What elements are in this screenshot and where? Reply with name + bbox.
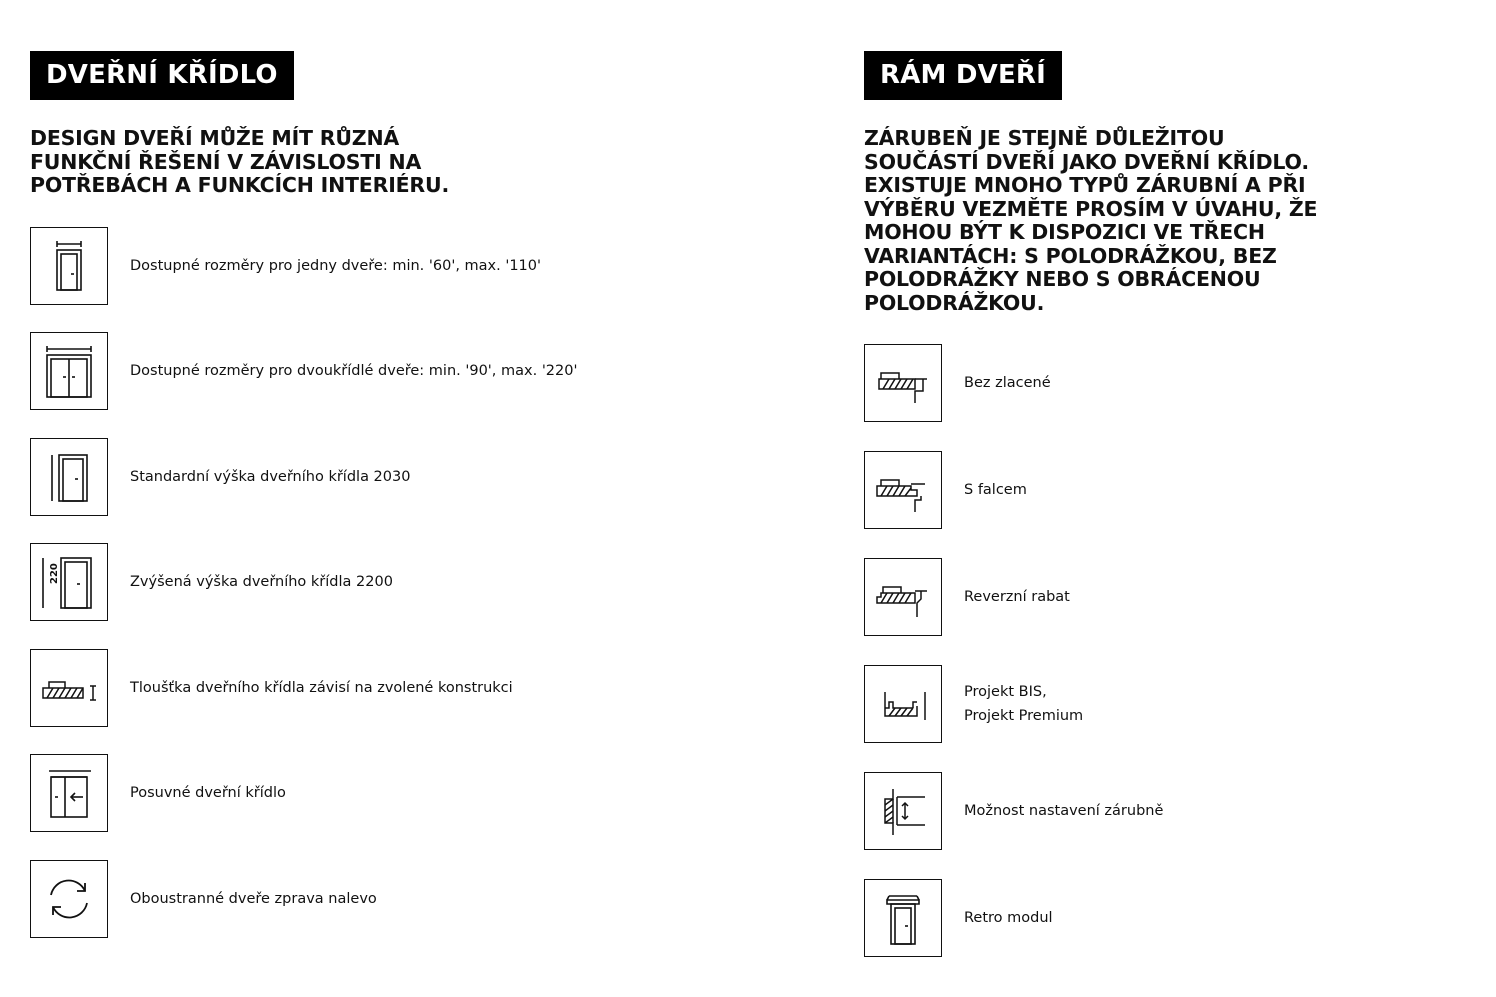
single-door-width-icon [30,227,108,305]
feature-label: Standardní výška dveřního křídla 2030 [130,468,411,485]
feature-label: Dostupné rozměry pro dvoukřídlé dveře: min. '90', max. '220' [130,363,578,380]
list-item [30,227,730,305]
feature-label: Reverzní rabat [964,589,1070,605]
feature-label-line-1: Projekt BIS, [964,684,1047,700]
feature-label: Dostupné rozměry pro jedny dveře: min. '60', max. '110' [130,257,541,274]
door-leaf-feature-list [30,227,730,939]
feature-label: Oboustranné dveře zprava nalevo [130,891,377,908]
reversible-door-icon [30,860,108,938]
frame-reverse-rebate-icon [864,558,942,636]
feature-label: S falcem [964,482,1027,498]
door-thickness-icon [30,649,108,727]
list-item [864,558,1464,636]
door-leaf-section [30,51,730,966]
list-item [30,438,730,516]
list-item [30,754,730,832]
frame-rebate-icon [864,451,942,529]
double-door-width-icon [30,332,108,410]
list-item [30,649,730,727]
feature-label: Možnost nastavení zárubně [964,803,1164,819]
list-item [864,344,1464,422]
sliding-door-icon [30,754,108,832]
frame-no-rebate-icon [864,344,942,422]
frame-project-icon [864,665,942,743]
door-frame-section [864,51,1464,986]
icon-height-text: 220 [49,563,60,585]
door-frame-title: RÁM DVEŘÍ [864,51,1062,100]
door-leaf-title: DVEŘNÍ KŘÍDLO [30,51,294,100]
list-item [864,665,1464,743]
door-frame-feature-list [864,344,1464,957]
frame-adjustable-icon [864,772,942,850]
feature-label [964,680,1083,728]
feature-label-line-2: Projekt Premium [964,708,1084,724]
list-item [864,772,1464,850]
feature-label: Tloušťka dveřního křídla závisí na zvolené konstrukci [130,679,513,696]
door-frame-intro: ZÁRUBEŇ JE STEJNĚ DŮLEŽITOU SOUČÁSTÍ DVEŘÍ JAKO DVEŘNÍ KŘÍDLO. EXISTUJE MNOHO TYPŮ ZÁRUBNÍ A PŘI VÝBĚRU VEZMĚTE PROSÍM V ÚVAHU, ŽE MOHOU BÝT K DISPOZICI VE TŘECH VARIANTÁCH: S POLODRÁŽKOU, BEZ POLODRÁŽKY NEBO S OBRÁCENOU POLODRÁŽKOU. [864,126,1318,315]
feature-label: Retro modul [964,910,1053,926]
feature-label: Posuvné dveřní křídlo [130,785,286,802]
door-height-icon [30,438,108,516]
list-item [864,879,1464,957]
list-item [30,543,730,621]
retro-module-icon [864,879,942,957]
feature-label: Zvýšená výška dveřního křídla 2200 [130,574,393,591]
list-item [864,451,1464,529]
feature-label: Bez zlacené [964,375,1051,391]
list-item [30,860,730,938]
list-item [30,332,730,410]
door-leaf-intro: DESIGN DVEŘÍ MŮŽE MÍT RŮZNÁ FUNKČNÍ ŘEŠENÍ V ZÁVISLOSTI NA POTŘEBÁCH A FUNKCÍCH INTERIÉRU. [30,126,450,197]
door-height-220-icon [30,543,108,621]
